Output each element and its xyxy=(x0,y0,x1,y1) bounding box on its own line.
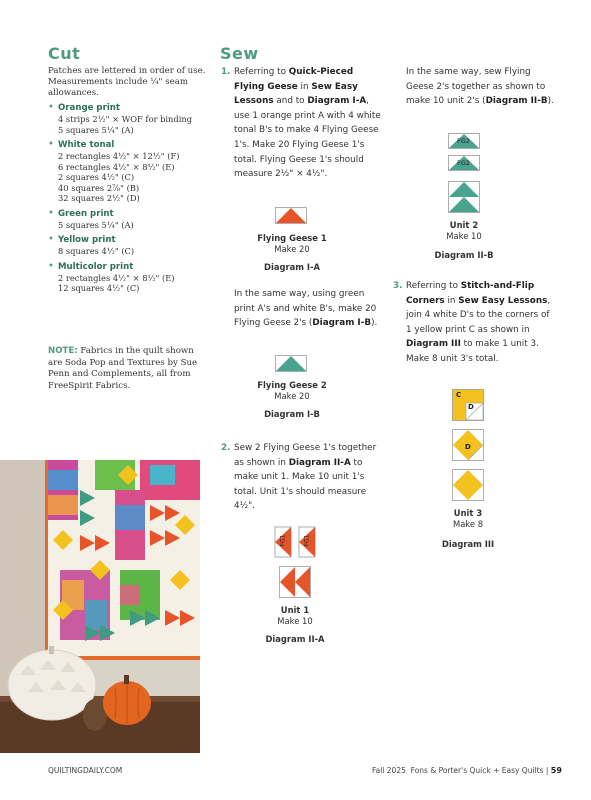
unit-1-caption: Unit 1 Make 10 xyxy=(277,605,313,626)
diagram-1a-label: Diagram I-A xyxy=(264,262,320,272)
step-1b: In the same way, using green print A's and white B's, make 20 Flying Geese 2's (Diagram I-B). xyxy=(234,289,378,329)
cut-item: • Multicolor print 2 rectangles 4½" × 8½" (E) 12 squares 4½" (C) xyxy=(48,262,208,294)
unit-1-fg1-label: FG1 xyxy=(279,534,287,547)
diagram-1b-label: Diagram I-B xyxy=(264,409,320,419)
unit-2-fg2-label: FG2 xyxy=(457,137,470,145)
unit-3-caption: Unit 3 Make 8 xyxy=(452,508,484,529)
footer-issue: Fall 2025 Fons & Porter's Quick + Easy Quilts | 59 xyxy=(372,766,562,775)
unit-3-d-label: D xyxy=(468,403,474,411)
unit-3-step-1-diagram xyxy=(452,389,484,421)
unit-3-d-label-2: D xyxy=(465,443,471,451)
cut-item: • Yellow print 8 squares 4½" (C) xyxy=(48,235,208,257)
diagram-2a-label: Diagram II-A xyxy=(265,634,325,644)
cut-section xyxy=(48,44,208,299)
sew-heading: Sew xyxy=(220,44,259,63)
step-2b: In the same way, sew Flying Geese 2's together as shown to make 10 unit 2's (Diagram II-B). xyxy=(406,67,554,107)
unit-2-diagram xyxy=(448,181,480,213)
cut-item: • Green print 5 squares 5¼" (A) xyxy=(48,209,208,231)
flying-geese-1-caption: Flying Geese 1 Make 20 xyxy=(257,233,327,254)
unit-3-diagram xyxy=(452,469,484,501)
unit-2-fg2-label-2: FG2 xyxy=(457,159,470,167)
cut-item: • Orange print 4 strips 2½" × WOF for binding 5 squares 5¼" (A) xyxy=(48,103,208,135)
fabric-note: NOTE: Fabrics in the quilt shown are Soda Pop and Textures by Sue Penn and Complements, all from FreeSpirit Fabrics. xyxy=(48,346,198,391)
unit-3-step-2-diagram xyxy=(452,429,484,461)
quilt-photo xyxy=(0,460,200,753)
step-1: 1. Referring to Quick-Pieced Flying Geese in Sew Easy Lessons and to Diagram I-A, use 1 orange print A with 4 white tonal B's to make 4 Flying Geese 1's. Make 20 Flying Geese 1's total. Flying Geese 1's should measure 2½" × 4½". xyxy=(221,67,381,180)
cut-intro: Patches are lettered in order of use. Measurements include ¼" seam allowances. xyxy=(48,66,206,98)
footer-site: QUILTINGDAILY.COM xyxy=(48,766,123,775)
page-number: 59 xyxy=(550,766,562,775)
flying-geese-2-caption: Flying Geese 2 Make 20 xyxy=(257,380,327,401)
cut-list xyxy=(48,103,208,294)
unit-2-caption: Unit 2 Make 10 xyxy=(446,220,482,241)
step-2: 2. Sew 2 Flying Geese 1's together as shown in Diagram II-A to make unit 1. Make 10 unit 1's total. Unit 1's should measure 4½". xyxy=(221,443,377,512)
step-3: 3. Referring to Stitch-and-Flip Corners in Sew Easy Lessons, join 4 white D's to the corners of 1 yellow print C as shown in Diagram III to make 1 unit 3. Make 8 unit 3's total. xyxy=(393,281,551,364)
cut-heading: Cut xyxy=(48,44,81,63)
unit-2-pieces-diagram xyxy=(448,133,480,173)
unit-1-fg1-label-2: FG1 xyxy=(303,534,311,547)
diagram-3-label: Diagram III xyxy=(441,539,495,549)
flying-geese-2-diagram xyxy=(275,355,307,372)
unit-3-c-label: C xyxy=(456,391,462,399)
cut-item: • White tonal 2 rectangles 4½" × 12½" (F) 6 rectangles 4½" × 8½" (E) 2 squares 4½" (C) 40 squares 2⅞" (B) 32 squares 2½" (D) xyxy=(48,140,208,204)
flying-geese-1-diagram xyxy=(275,207,307,224)
unit-1-pieces-diagram xyxy=(274,526,316,558)
unit-1-diagram xyxy=(279,566,311,598)
diagram-2b-label: Diagram II-B xyxy=(434,250,494,260)
